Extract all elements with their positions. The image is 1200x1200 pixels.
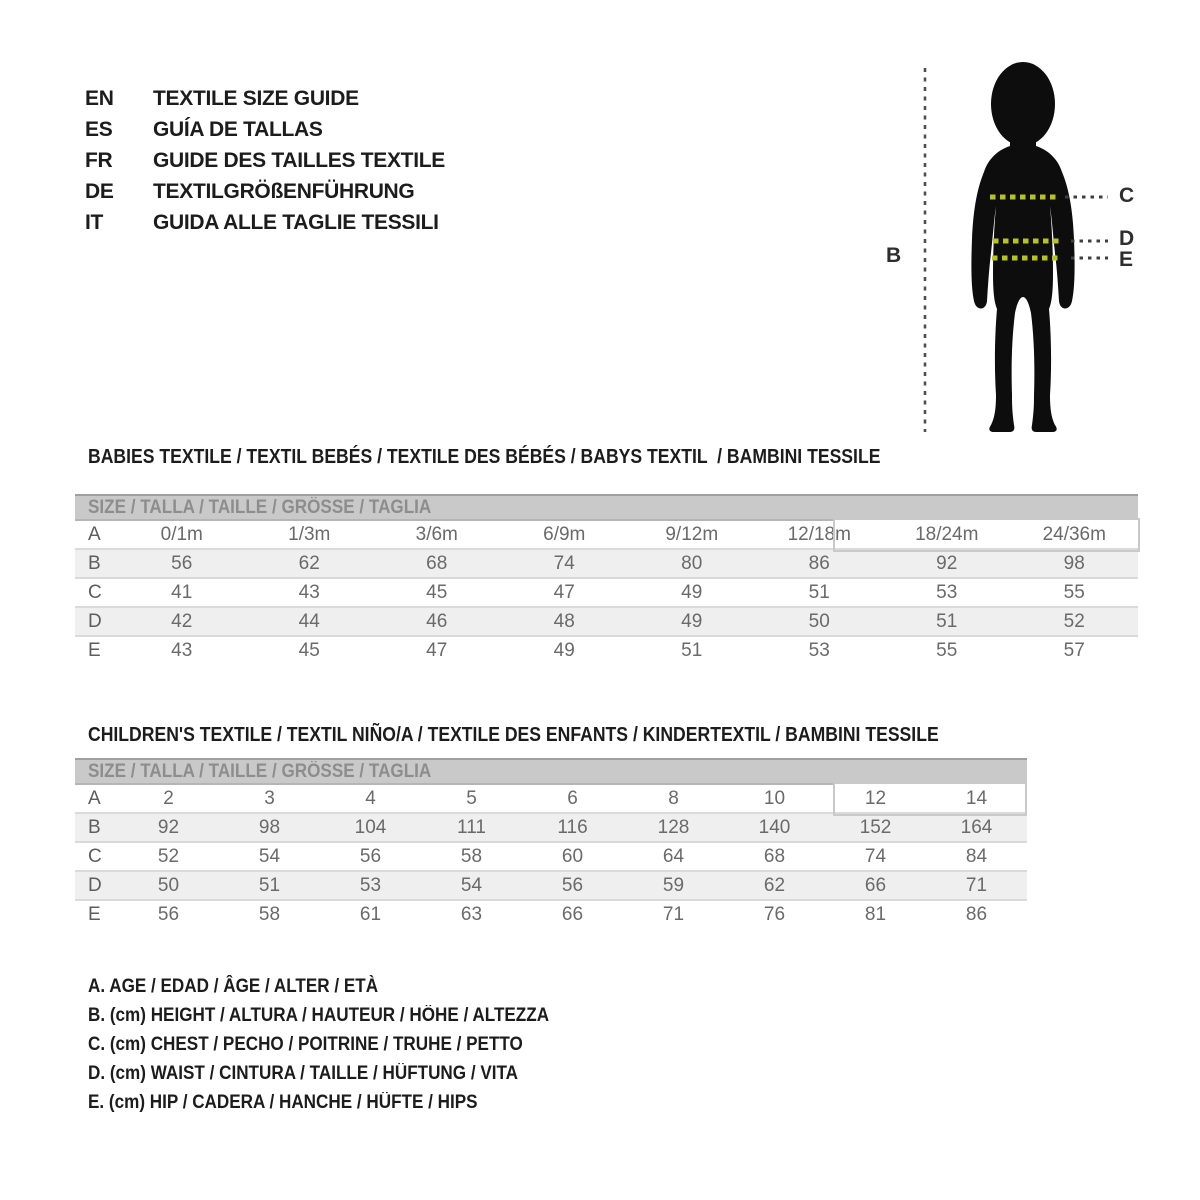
legend-text: C. (cm) CHEST / PECHO / POITRINE / TRUHE / PETTO bbox=[88, 1034, 523, 1055]
size-cell: 3 bbox=[264, 787, 275, 809]
legend-text: B. (cm) HEIGHT / ALTURA / HAUTEUR / HÖHE / ALTEZZA bbox=[88, 1005, 550, 1026]
size-cell: 81 bbox=[864, 903, 887, 925]
size-cell: 98 bbox=[258, 816, 281, 838]
size-cell: 128 bbox=[657, 816, 690, 838]
size-cell: 80 bbox=[681, 552, 703, 574]
size-cell: 74 bbox=[864, 845, 887, 867]
legend-line-height bbox=[88, 1001, 600, 1030]
legend-line-waist bbox=[88, 1059, 600, 1088]
size-cell: 64 bbox=[662, 845, 685, 867]
legend-line-chest bbox=[88, 1030, 600, 1059]
size-cell: 74 bbox=[553, 552, 575, 574]
size-cell: 54 bbox=[258, 845, 281, 867]
language-row-it bbox=[85, 207, 445, 238]
language-code: FR bbox=[85, 149, 113, 172]
size-cell: 54 bbox=[460, 874, 483, 896]
size-cell: 43 bbox=[298, 581, 320, 603]
language-title: TEXTILE SIZE GUIDE bbox=[153, 87, 359, 110]
size-cell: 62 bbox=[298, 552, 320, 574]
size-cell: 104 bbox=[354, 816, 387, 838]
size-cell: 59 bbox=[662, 874, 685, 896]
chest-measure-label: C bbox=[1119, 184, 1135, 207]
size-cell: 56 bbox=[561, 874, 584, 896]
size-cell: 92 bbox=[157, 816, 180, 838]
size-cell: 62 bbox=[763, 874, 786, 896]
babies-table-header-bar bbox=[75, 494, 1138, 521]
size-cell: 53 bbox=[808, 639, 830, 661]
language-title-block bbox=[85, 83, 445, 238]
size-row-b bbox=[75, 813, 1027, 842]
language-row-es bbox=[85, 114, 445, 145]
language-title: TEXTILGRÖßENFÜHRUNG bbox=[153, 180, 415, 203]
size-cell: 51 bbox=[936, 610, 958, 632]
size-cell: 49 bbox=[553, 639, 575, 661]
measurement-legend bbox=[88, 972, 600, 1117]
language-code: ES bbox=[85, 118, 113, 141]
language-title: GUÍA DE TALLAS bbox=[153, 118, 323, 141]
size-cell: 53 bbox=[936, 581, 958, 603]
babies-section-heading bbox=[88, 446, 989, 469]
children-section-heading bbox=[88, 724, 1055, 747]
size-cell: 86 bbox=[965, 903, 988, 925]
row-label: E bbox=[88, 903, 101, 925]
row-label: A bbox=[88, 523, 101, 545]
size-cell: 152 bbox=[859, 816, 892, 838]
size-cell: 6/9m bbox=[543, 523, 586, 545]
size-cell: 61 bbox=[359, 903, 382, 925]
size-cell: 4 bbox=[365, 787, 376, 809]
size-cell: 55 bbox=[1063, 581, 1085, 603]
size-cell: 47 bbox=[426, 639, 448, 661]
size-cell: 2 bbox=[163, 787, 174, 809]
size-cell: 48 bbox=[553, 610, 575, 632]
size-cell: 41 bbox=[171, 581, 193, 603]
size-cell: 52 bbox=[1063, 610, 1085, 632]
row-label: E bbox=[88, 639, 101, 661]
size-cell: 92 bbox=[936, 552, 958, 574]
size-cell: 51 bbox=[808, 581, 830, 603]
row-label: C bbox=[88, 581, 102, 603]
legend-text: A. AGE / EDAD / ÂGE / ALTER / ETÀ bbox=[88, 976, 379, 997]
size-cell: 12 bbox=[864, 787, 887, 809]
size-cell: 66 bbox=[561, 903, 584, 925]
row-label: A bbox=[88, 787, 101, 809]
size-header-text: SIZE / TALLA / TAILLE / GRÖSSE / TAGLIA bbox=[88, 497, 432, 518]
language-code: EN bbox=[85, 87, 114, 110]
size-cell: 49 bbox=[681, 610, 703, 632]
size-cell: 50 bbox=[157, 874, 180, 896]
legend-text: E. (cm) HIP / CADERA / HANCHE / HÜFTE / HIPS bbox=[88, 1092, 478, 1113]
body-silhouette bbox=[971, 146, 1074, 432]
size-cell: 56 bbox=[359, 845, 382, 867]
size-row-e bbox=[75, 636, 1138, 664]
size-cell: 44 bbox=[298, 610, 320, 632]
size-row-d bbox=[75, 871, 1027, 900]
size-cell: 116 bbox=[557, 816, 588, 838]
size-cell: 3/6m bbox=[415, 523, 458, 545]
size-cell: 68 bbox=[763, 845, 786, 867]
height-measure-label: B bbox=[886, 244, 902, 267]
size-cell: 58 bbox=[460, 845, 483, 867]
size-row-b bbox=[75, 549, 1138, 578]
size-cell: 51 bbox=[681, 639, 703, 661]
row-label: B bbox=[88, 816, 101, 838]
size-cell: 56 bbox=[171, 552, 193, 574]
language-title: GUIDE DES TAILLES TEXTILE bbox=[153, 149, 445, 172]
size-cell: 8 bbox=[668, 787, 679, 809]
size-cell: 52 bbox=[157, 845, 180, 867]
language-row-fr bbox=[85, 145, 445, 176]
size-cell: 98 bbox=[1063, 552, 1085, 574]
size-row-c bbox=[75, 842, 1027, 871]
babies-heading-text: BABIES TEXTILE / TEXTIL BEBÉS / TEXTILE DES BÉBÉS / BABYS TEXTIL / BAMBINI TESSILE bbox=[88, 446, 881, 468]
size-cell: 111 bbox=[457, 816, 486, 838]
size-cell: 71 bbox=[965, 874, 988, 896]
size-cell: 68 bbox=[426, 552, 448, 574]
children-header-highlight-box bbox=[833, 782, 1027, 816]
size-cell: 42 bbox=[171, 610, 193, 632]
size-cell: 60 bbox=[561, 845, 584, 867]
babies-header-highlight-box bbox=[833, 518, 1140, 552]
size-cell: 140 bbox=[758, 816, 791, 838]
children-table-header-bar bbox=[75, 758, 1027, 785]
legend-line-age bbox=[88, 972, 600, 1001]
size-cell: 84 bbox=[965, 845, 988, 867]
size-cell: 53 bbox=[359, 874, 382, 896]
size-row-d bbox=[75, 607, 1138, 636]
size-cell: 45 bbox=[426, 581, 448, 603]
size-cell: 55 bbox=[936, 639, 958, 661]
row-label: C bbox=[88, 845, 102, 867]
waist-measure-label: D bbox=[1119, 227, 1135, 250]
size-cell: 164 bbox=[960, 816, 993, 838]
size-cell: 86 bbox=[808, 552, 830, 574]
row-label: D bbox=[88, 610, 102, 632]
size-cell: 10 bbox=[763, 787, 786, 809]
size-cell: 24/36m bbox=[1042, 523, 1106, 545]
size-cell: 14 bbox=[965, 787, 988, 809]
size-cell: 58 bbox=[258, 903, 281, 925]
children-heading-text: CHILDREN'S TEXTILE / TEXTIL NIÑO/A / TEXTILE DES ENFANTS / KINDERTEXTIL / BAMBINI TESSILE bbox=[88, 724, 939, 746]
size-cell: 45 bbox=[298, 639, 320, 661]
size-row-e bbox=[75, 900, 1027, 928]
size-cell: 5 bbox=[466, 787, 477, 809]
hip-measure-label: E bbox=[1119, 248, 1134, 271]
size-cell: 57 bbox=[1063, 639, 1085, 661]
size-cell: 9/12m bbox=[665, 523, 719, 545]
language-title: GUIDA ALLE TAGLIE TESSILI bbox=[153, 211, 439, 234]
size-cell: 0/1m bbox=[160, 523, 203, 545]
legend-line-hip bbox=[88, 1088, 600, 1117]
size-cell: 66 bbox=[864, 874, 887, 896]
size-row-c bbox=[75, 578, 1138, 607]
language-code: DE bbox=[85, 180, 114, 203]
size-cell: 12/18m bbox=[787, 523, 851, 545]
size-cell: 71 bbox=[662, 903, 685, 925]
row-label: D bbox=[88, 874, 102, 896]
size-cell: 1/3m bbox=[288, 523, 331, 545]
size-cell: 50 bbox=[808, 610, 830, 632]
size-cell: 51 bbox=[258, 874, 281, 896]
language-row-en bbox=[85, 83, 445, 114]
size-cell: 47 bbox=[553, 581, 575, 603]
size-cell: 63 bbox=[460, 903, 483, 925]
row-label: B bbox=[88, 552, 101, 574]
size-cell: 6 bbox=[567, 787, 578, 809]
legend-text: D. (cm) WAIST / CINTURA / TAILLE / HÜFTUNG / VITA bbox=[88, 1063, 519, 1084]
size-cell: 76 bbox=[763, 903, 786, 925]
language-row-de bbox=[85, 176, 445, 207]
size-cell: 18/24m bbox=[915, 523, 979, 545]
size-cell: 43 bbox=[171, 639, 193, 661]
size-cell: 46 bbox=[426, 610, 448, 632]
size-cell: 56 bbox=[157, 903, 180, 925]
size-cell: 49 bbox=[681, 581, 703, 603]
child-body bbox=[971, 62, 1074, 432]
language-code: IT bbox=[85, 211, 104, 234]
size-header-text: SIZE / TALLA / TAILLE / GRÖSSE / TAGLIA bbox=[88, 761, 432, 782]
